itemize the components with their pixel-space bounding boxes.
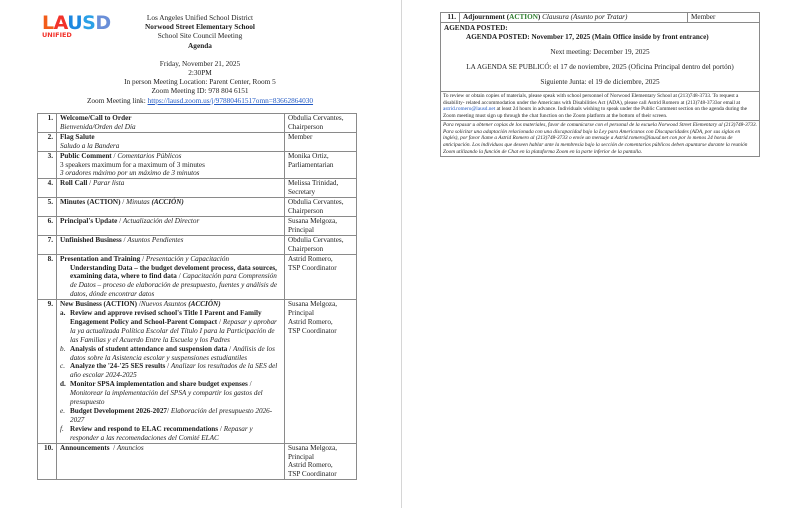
item-number: 9. <box>38 300 57 444</box>
email-link[interactable]: astrid.romero@lausd.net <box>443 106 496 113</box>
item-number: 10. <box>38 443 57 480</box>
agenda-item: Flag Salute Saludo a la Bandera <box>57 132 285 151</box>
posted-row <box>441 22 760 91</box>
action-label: ACTION <box>509 13 538 21</box>
zoom-link-line <box>60 96 340 105</box>
presenter: Susana Melgoza, Principal Astrid Romero, TSP Coordinator <box>285 443 357 480</box>
next-meeting-es: Siguiente Junta: el 19 de diciembre, 2025 <box>540 77 660 86</box>
table-row <box>38 235 357 254</box>
zoom-meeting-id: Zoom Meeting ID: 978 804 6151 <box>151 86 249 96</box>
item-number: 7. <box>38 235 57 254</box>
item-number: 2. <box>38 132 57 151</box>
agenda-header <box>60 13 340 105</box>
notice-row-en <box>441 91 760 120</box>
agenda-table-continued <box>440 12 760 157</box>
presenter: Member <box>688 13 760 23</box>
sub-item-e: e. Budget Development 2026-2027/ Elaboración del presupuesto 2026-2027 <box>60 407 273 424</box>
item-number: 8. <box>38 254 57 300</box>
district-name: Los Angeles Unified School District <box>146 13 254 22</box>
table-row <box>38 179 357 198</box>
table-row <box>38 216 357 235</box>
agenda-item: New Business (ACTION) /Nuevos Asuntos (ACCIÓN) a. Review and approve revised school's Title I Parent and Family Engagement Policy and School-Parent Compact / Repasar y aprobar la ya actualizada Política Escolar del Título I para la Participación de las Familias y el Acuerdo Entre la Escuela y los Padres b. Analysis of student attendance and suspension data / Análisis de los datos sobre la Asistencia escolar y suspensiones estudiantiles c. Analyze the '24-'25 SES results / Analizar los resultados de la SES del año escolar 2024-2025 d. Monitor SPSA implementation and share budget expenses / Monitorear la implementación del SPSA y compartir los gastos del presupuesto e. Budget Development 2026-2027/ Elaboración del presupuesto 2026-2027 f. Review and respond to ELAC recommendations / Repasar y responder a las recomendaciones del Comité ELAC <box>57 300 285 444</box>
posted-date: AGENDA POSTED: November 17, 2025 (Main Office inside by front entrance) <box>466 32 709 41</box>
item-number: 4. <box>38 179 57 198</box>
agenda-item: Welcome/Call to Order Bienvenida/Orden del Día <box>57 114 285 133</box>
table-row <box>38 114 357 133</box>
meeting-date: Friday, November 21, 2025 <box>159 58 241 68</box>
accessibility-notice-en: To review or obtain copies of materials, please speak with school personnel of Norwood Elementary School at (213)748-3733. To request a disability- related accommodation under the Americans with Disabilities Act (ADA), please call Astrid Romero at (213)748-3733or email at astrid.romero@lausd.net at least 24 hours in advance. Individuals wishing to speak under the Public Comment section on the agenda during the Zoom meeting must sign up through the chat function on the Zoom platform at the bottom of their screen. <box>441 91 760 120</box>
posted-label: AGENDA POSTED: <box>444 23 508 32</box>
notice-row-es <box>441 121 760 157</box>
agenda-item: Roll Call / Parar lista <box>57 179 285 198</box>
item-number: 1. <box>38 114 57 133</box>
presenter: Monika Ortiz, Parliamentarian <box>285 151 357 179</box>
meeting-time: 2:30PM <box>188 68 212 78</box>
presenter: Member <box>285 132 357 151</box>
agenda-item: Public Comment / Comentarios Públicos 3 speakers maximum for a maximum of 3 minutes 3 oradores máximo por un máximo de 3 minutos <box>57 151 285 179</box>
agenda-item: Principal's Update / Actualización del Director <box>57 216 285 235</box>
agenda-item: Adjournment (ACTION) Clausura (Asunto por Tratar) <box>460 13 688 23</box>
table-row <box>38 151 357 179</box>
sub-item-a: a. Review and approve revised school's Title I Parent and Family Engagement Policy and School-Parent Compact / Repasar y aprobar la ya actualizada Política Escolar del Título I para la Participación de las Familias y el Acuerdo Entre la Escuela y los Padres <box>60 309 277 344</box>
presenter: Susana Melgoza, Principal Astrid Romero, TSP Coordinator <box>285 300 357 444</box>
agenda-item: Minutes (ACTION) / Minutas (ACCIÓN) <box>57 198 285 217</box>
presenter: Astrid Romero, TSP Coordinator <box>285 254 357 300</box>
presenter: Obdulia Cervantes, Chairperson <box>285 198 357 217</box>
next-meeting: Next meeting: December 19, 2025 <box>550 47 650 56</box>
presenter: Obdulia Cervantes, Chairperson <box>285 235 357 254</box>
agenda-item: Presentation and Training / Presentación y Capacitación Understanding Data – the budget develoment process, data sources, examining data, where to find data / Capacitación para Comprensión de Datos – proceso de elaboración de presupuesto, fuentes y análisis de datos, dónde encontrar datos <box>57 254 285 300</box>
sub-item-f: f. Review and respond to ELAC recommendations / Repasar y responder a las recomendaciones del Comité ELAC <box>60 424 253 442</box>
logo-subtitle: UNIFIED <box>42 31 72 39</box>
item-number: 5. <box>38 198 57 217</box>
zoom-link-label: Zoom Meeting link: <box>86 95 148 105</box>
item-number: 3. <box>38 151 57 179</box>
meeting-name: School Site Council Meeting <box>157 31 243 41</box>
presenter: Melissa Trinidad, Secretary <box>285 179 357 198</box>
accessibility-notice-es: Para repasar u obtener copias de los materiales, favor de comunicarse con el personal de la escuela Norwood Street Elementary al (213)748-3733. Para solicitar una adaptación relacionada con una discapacidad bajo la Ley para Americanos con Discapacidades (ADA, por sus siglas en inglés), por favor llame a Astrid Romero al (213)748-3733 o envíe un mensaje a Astrid.romero@lausd.net con por lo menos 24 horas de anticipación. Los individuos que deseen hablar ante la membresía bajo la sección de comentarios públicos deben apuntarse durante la reunión Zoom utilizando la función de Chat en la plataforma Zoom en la parte inferior de la pantalla. <box>441 121 760 157</box>
page-2 <box>402 0 800 508</box>
presenter: Susana Melgoza, Principal <box>285 216 357 235</box>
agenda-item: Announcements / Anuncios <box>57 443 285 480</box>
sub-item-d: d. Monitor SPSA implementation and share budget expenses / Monitorear la implementación del SPSA y compartir los gastos del presupuesto <box>60 380 263 407</box>
meeting-location: In person Meeting Location: Parent Center, Room 5 <box>124 77 276 87</box>
zoom-meeting-link[interactable]: https://lausd.zoom.us/j/97880461517omn=83662864030 <box>147 95 314 105</box>
table-row <box>38 198 357 217</box>
table-row <box>38 132 357 151</box>
table-row <box>441 13 760 23</box>
posted-date-es: LA AGENDA SE PUBLICÓ: el 17 de noviembre, 2025 (Oficina Principal dentro del portón) <box>466 62 734 71</box>
sub-item-c: c. Analyze the '24-'25 SES results / Analizar los resultados de la SES del año escolar 2024-2025 <box>60 362 278 380</box>
item-number: 11. <box>441 13 460 23</box>
logo-wordmark: LAUSD <box>42 12 111 34</box>
sub-item-b: b. Analysis of student attendance and suspension data / Análisis de los datos sobre la Asistencia escolar y suspensiones estudiantiles <box>60 344 275 362</box>
table-row <box>38 254 357 300</box>
agenda-table <box>37 113 357 480</box>
agenda-item: Unfinished Business / Asuntos Pendientes <box>57 235 285 254</box>
table-row <box>38 300 357 444</box>
agenda-posted-info <box>441 22 760 91</box>
school-name: Norwood Street Elementary School <box>145 22 255 32</box>
item-number: 6. <box>38 216 57 235</box>
table-row <box>38 443 357 480</box>
presenter: Obdulia Cervantes, Chairperson <box>285 114 357 133</box>
page-title: Agenda <box>188 40 212 50</box>
